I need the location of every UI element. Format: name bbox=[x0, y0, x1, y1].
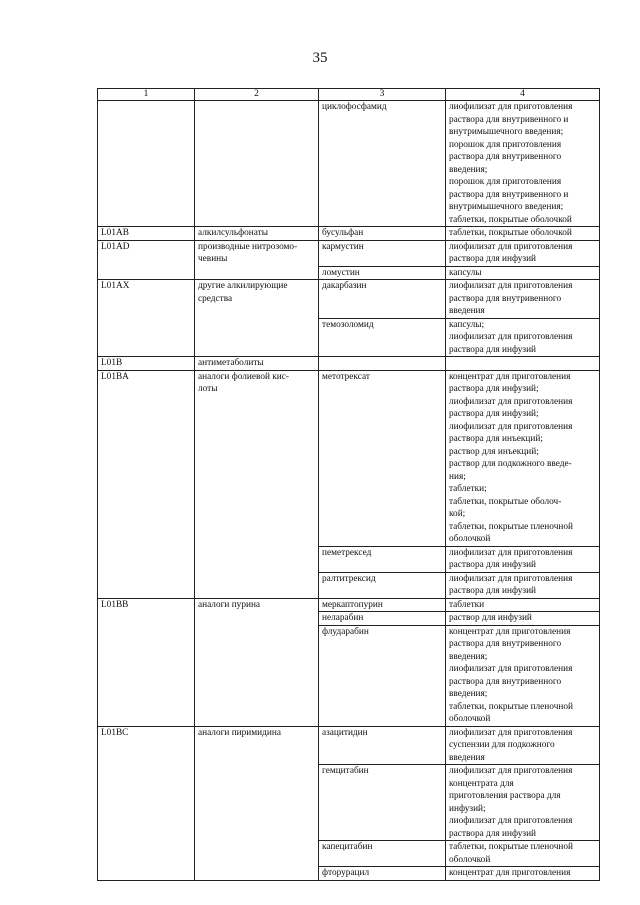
drug-name-cell: циклофосфамид bbox=[319, 101, 446, 227]
atc-code-cell: L01AD bbox=[98, 240, 195, 280]
drug-name-cell: пеметрексед bbox=[319, 546, 446, 572]
dosage-form-cell: лиофилизат для приготовления раствора для инфузий bbox=[446, 572, 600, 598]
atc-code-cell: L01AX bbox=[98, 280, 195, 357]
table-row bbox=[98, 227, 600, 241]
dosage-form-cell: лиофилизат для приготовления раствора для внутривенного введения bbox=[446, 280, 600, 319]
drug-name-cell: дакарбазин bbox=[319, 280, 446, 319]
atc-code-cell: L01BB bbox=[98, 598, 195, 726]
atc-code-cell: L01B bbox=[98, 357, 195, 371]
atc-code-cell bbox=[98, 101, 195, 227]
dosage-form-cell: раствор для инфузий bbox=[446, 612, 600, 626]
drug-classification-table bbox=[97, 88, 600, 881]
dosage-form-cell: лиофилизат для приготовления раствора для инфузий bbox=[446, 240, 600, 266]
drug-name-cell: метотрексат bbox=[319, 370, 446, 546]
page-number: 35 bbox=[312, 50, 328, 66]
drug-name-cell: гемцитабин bbox=[319, 765, 446, 841]
drug-name-cell: меркаптопурин bbox=[319, 598, 446, 612]
dosage-form-cell: таблетки bbox=[446, 598, 600, 612]
drug-name-cell: темозоломид bbox=[319, 318, 446, 357]
table-row bbox=[98, 357, 600, 371]
dosage-form-cell: концентрат для приготовления раствора для внутривенного введения; лиофилизат для приготовления раствора для внутривенного введения; таблетки, покрытые пленочной оболочкой bbox=[446, 625, 600, 726]
pharmacological-group-cell bbox=[195, 101, 319, 227]
table-row bbox=[98, 240, 600, 266]
atc-code-cell: L01BC bbox=[98, 726, 195, 880]
drug-name-cell: кармустин bbox=[319, 240, 446, 266]
column-header-2: 2 bbox=[195, 89, 319, 101]
pharmacological-group-cell: другие алкилирующие средства bbox=[195, 280, 319, 357]
drug-name-cell: капецитабин bbox=[319, 841, 446, 867]
dosage-form-cell: концентрат для приготовления раствора для инфузий; лиофилизат для приготовления раствора для инфузий; лиофилизат для приготовления раствора для инъекций; раствор для инъекций; раствор для подкожного введе- ния; таблетки; таблетки, покрытые оболоч- кой; таблетки, покрытые пленочной оболочкой bbox=[446, 370, 600, 546]
column-header-4: 4 bbox=[446, 89, 600, 101]
dosage-form-cell: таблетки, покрытые пленочной оболочкой bbox=[446, 841, 600, 867]
table-header-row bbox=[98, 89, 600, 101]
pharmacological-group-cell: аналоги пиримидина bbox=[195, 726, 319, 880]
pharmacological-group-cell: аналоги фолиевой кис- лоты bbox=[195, 370, 319, 598]
drug-name-cell: бусульфан bbox=[319, 227, 446, 241]
dosage-form-cell: лиофилизат для приготовления концентрата для приготовления раствора для инфузий; лиофилизат для приготовления раствора для инфузий bbox=[446, 765, 600, 841]
column-header-1: 1 bbox=[98, 89, 195, 101]
dosage-form-cell: лиофилизат для приготовления суспензии для подкожного введения bbox=[446, 726, 600, 765]
table-row bbox=[98, 726, 600, 765]
drug-name-cell: неларабин bbox=[319, 612, 446, 626]
drug-name-cell bbox=[319, 357, 446, 371]
column-header-3: 3 bbox=[319, 89, 446, 101]
drug-name-cell: фторурацил bbox=[319, 867, 446, 881]
atc-code-cell: L01AB bbox=[98, 227, 195, 241]
drug-name-cell: ломустин bbox=[319, 266, 446, 280]
drug-name-cell: флударабин bbox=[319, 625, 446, 726]
dosage-form-cell: лиофилизат для приготовления раствора для внутривенного и внутримышечного введения; порошок для приготовления раствора для внутривенного введения; порошок для приготовления раствора для внутривенного и внутримышечного введения; таблетки, покрытые оболочкой bbox=[446, 101, 600, 227]
dosage-form-cell: таблетки, покрытые оболочкой bbox=[446, 227, 600, 241]
dosage-form-cell: капсулы; лиофилизат для приготовления раствора для инфузий bbox=[446, 318, 600, 357]
dosage-form-cell: концентрат для приготовления bbox=[446, 867, 600, 881]
atc-code-cell: L01BA bbox=[98, 370, 195, 598]
table-row bbox=[98, 370, 600, 546]
table-row bbox=[98, 101, 600, 227]
drug-name-cell: ралтитрексид bbox=[319, 572, 446, 598]
drug-name-cell: азацитидин bbox=[319, 726, 446, 765]
table-row bbox=[98, 280, 600, 319]
pharmacological-group-cell: антиметаболиты bbox=[195, 357, 319, 371]
dosage-form-cell: капсулы bbox=[446, 266, 600, 280]
dosage-form-cell: лиофилизат для приготовления раствора для инфузий bbox=[446, 546, 600, 572]
table-body bbox=[98, 101, 600, 881]
pharmacological-group-cell: алкилсульфонаты bbox=[195, 227, 319, 241]
dosage-form-cell bbox=[446, 357, 600, 371]
pharmacological-group-cell: аналоги пурина bbox=[195, 598, 319, 726]
table-row bbox=[98, 598, 600, 612]
pharmacological-group-cell: производные нитрозомо- чевины bbox=[195, 240, 319, 280]
